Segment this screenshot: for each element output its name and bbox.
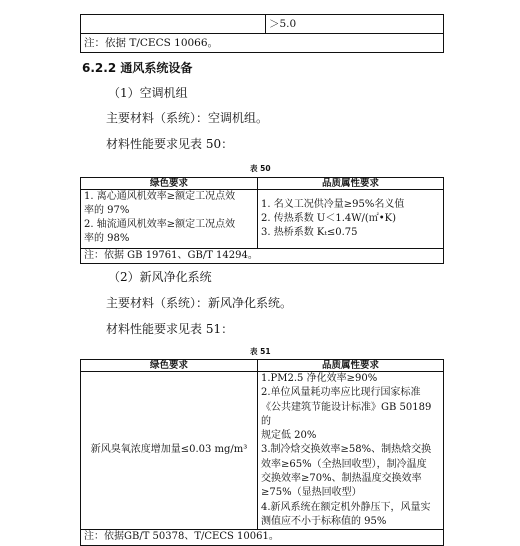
table-51-quality-line: 4.新风系统在额定机外静压下，风量实: [261, 501, 431, 513]
table-51-quality-cell: [258, 372, 444, 530]
section-heading: 6.2.2 通风系统设备: [82, 61, 193, 75]
performance-ref-2: 材料性能要求见表 51：: [106, 322, 234, 336]
table-51-quality-line: 《公共建筑节能设计标准》GB 50189的: [261, 401, 432, 427]
table-51-quality-line: 1.PM2.5 净化效率≥90%: [261, 373, 378, 384]
table-51-quality-line: ≥75%（显热回收型）: [261, 487, 362, 499]
table-50-quality-line: 3. 热桥系数 Kₜ≤0.75: [261, 227, 358, 238]
table-51-caption: 表 51: [250, 347, 271, 356]
table-51-note: 注：依据GB/T 50378、T/CECS 10061。: [81, 530, 444, 545]
table-50: [80, 177, 444, 264]
top-table-value: ＞5.0: [266, 15, 444, 34]
table-50-quality-line: 2. 传热系数 U＜1.4W/(㎡•K): [261, 213, 397, 224]
table-51-quality-line: 效率≥65%（全热回收型），制冷温度: [261, 458, 427, 470]
table-50-header-green: 绿色要求: [81, 178, 258, 190]
table-50-header-quality: 品质属性要求: [258, 178, 444, 190]
table-51-quality-line: 交换效率≥70%、制热温度交换效率: [261, 473, 422, 485]
table-51-quality-line: 2.单位风量耗功率应比现行国家标准: [261, 387, 421, 399]
table-51-quality-line: 3.制冷焓交换效率≥58%、制热焓交换: [261, 444, 432, 456]
item-1: （1）空调机组: [108, 86, 188, 100]
table-50-green-line: 率的 97%: [84, 205, 130, 216]
table-50-green-cell: [81, 190, 258, 249]
table-51-green-cell: 新风臭氧浓度增加量≤0.03 mg/m³: [81, 372, 258, 530]
main-material-2: 主要材料（系统）：新风净化系统。: [106, 296, 293, 310]
table-50-green-line: 2. 轴流通风机效率≥额定工况点效: [84, 219, 236, 230]
top-table: [80, 14, 444, 53]
table-50-quality-cell: [258, 190, 444, 249]
table-50-caption: 表 50: [250, 164, 271, 173]
top-table-note: 注：依据 T/CECS 10066。: [81, 34, 444, 53]
item-2: （2）新风净化系统: [108, 270, 212, 284]
table-50-note: 注：依据 GB 19761、GB/T 14294。: [81, 249, 444, 264]
table-50-quality-line: 1. 名义工况供冷量≥95%名义值: [261, 199, 405, 210]
main-material-1: 主要材料（系统）：空调机组。: [106, 111, 269, 125]
table-51-quality-line: 规定低 20%: [261, 430, 317, 442]
table-50-green-line: 率的 98%: [84, 233, 130, 244]
table-51-header-quality: 品质属性要求: [258, 360, 444, 372]
table-51-quality-line: 测值应不小于标称值的 95%: [261, 515, 387, 527]
top-table-empty-cell: [81, 15, 266, 34]
table-51: [80, 359, 444, 546]
table-51-header-green: 绿色要求: [81, 360, 258, 372]
performance-ref-1: 材料性能要求见表 50：: [106, 137, 234, 151]
table-50-green-line: 1. 离心通风机效率≥额定工况点效: [84, 191, 236, 202]
